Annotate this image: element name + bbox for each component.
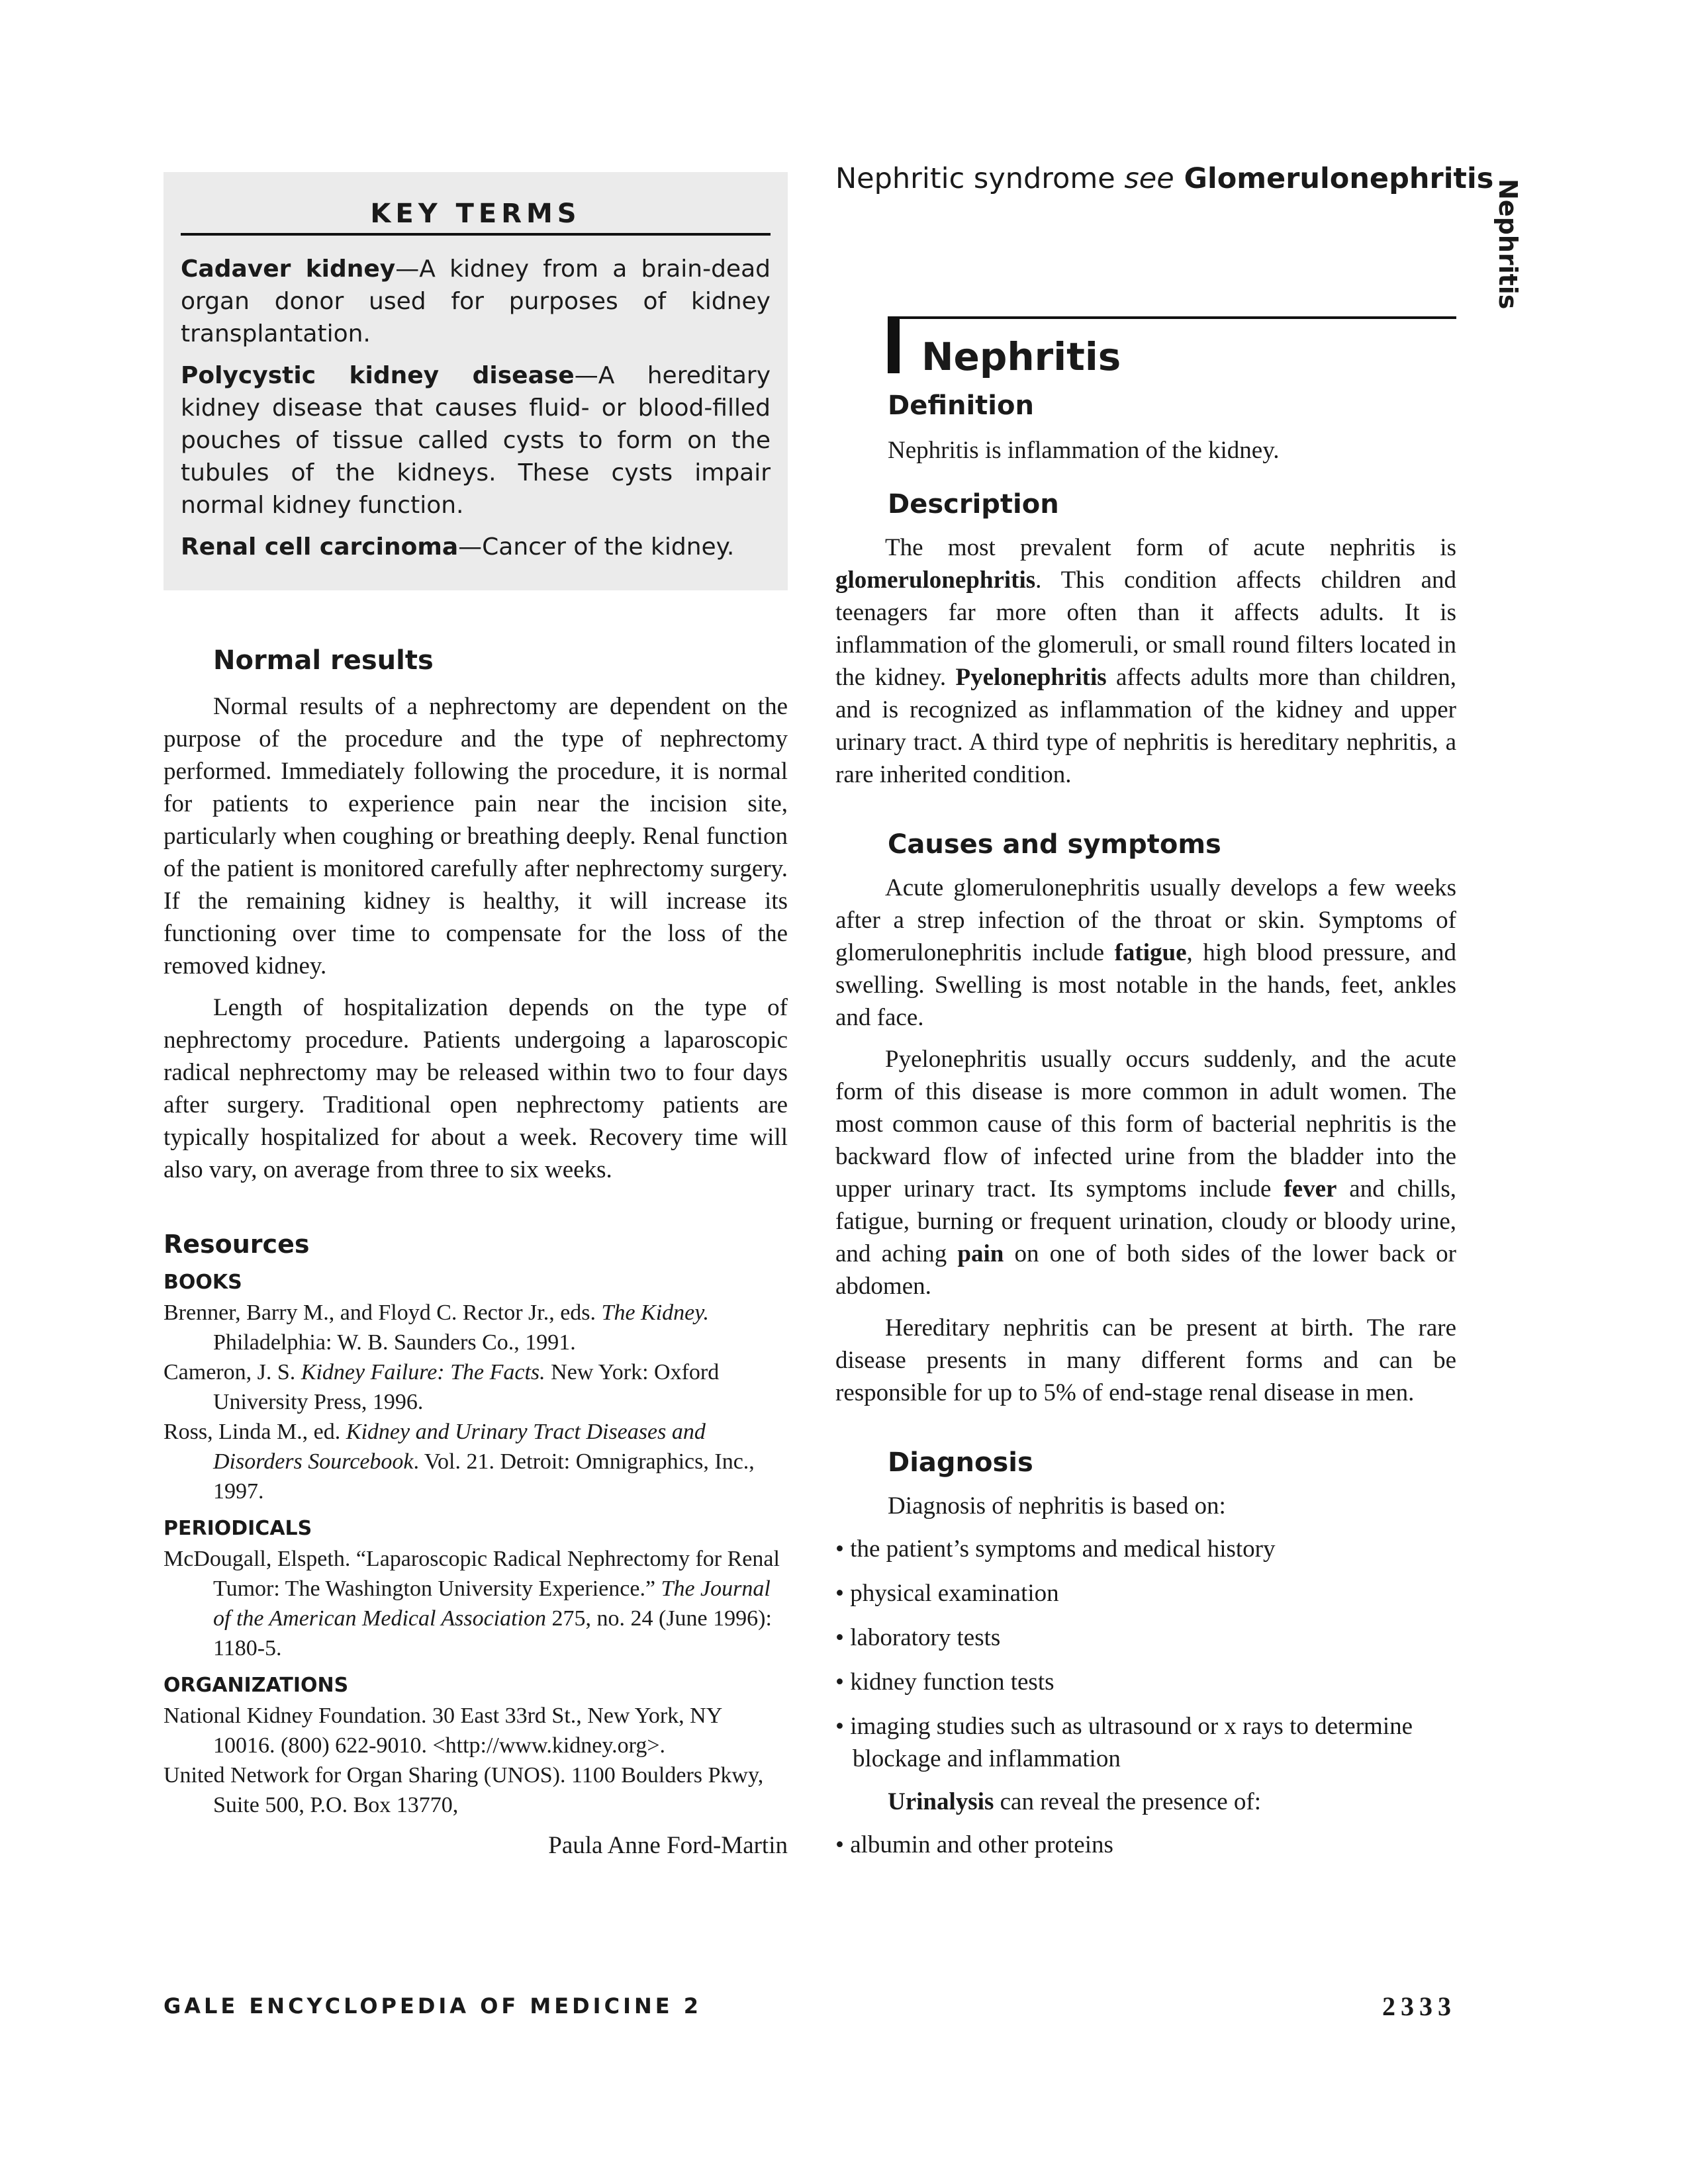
- diagnosis-item: • physical examination: [835, 1580, 1059, 1607]
- periodicals-label: PERIODICALS: [164, 1517, 312, 1540]
- key-term: [181, 359, 771, 522]
- key-terms-box: [164, 172, 788, 590]
- causes-paragraph: Hereditary nephritis can be present at birth. The rare disease presents in many different forms and can be responsible for up to 5% of end-stage renal disease in men.: [835, 1314, 1456, 1406]
- article-title: Nephritis: [921, 334, 1121, 379]
- running-head: Nephritis: [1493, 179, 1523, 310]
- definition-text: Nephritis is inflammation of the kidney.: [888, 437, 1280, 464]
- resources-heading: Resources: [164, 1230, 310, 1259]
- definition-heading: Definition: [888, 390, 1034, 421]
- diagnosis-item: • imaging studies such as ultrasound or x rays to determine blockage and inflammation: [835, 1713, 1413, 1772]
- diagnosis-item: • the patient’s symptoms and medical history: [835, 1535, 1276, 1563]
- causes-paragraph: Pyelonephritis usually occurs suddenly, and the acute form of this disease is more common in adult women. The most common cause of this form of bacterial nephritis is the backward flow of infected urine from the bladder into the upper urinary tract. Its symptoms include fever and chills, fatigue, burning or frequent urination, cloudy or bloody urine, and aching pain on one of both sides of the lower back or abdomen.: [835, 1046, 1456, 1300]
- title-rule: [888, 316, 1456, 319]
- key-term-definition: —A hereditary kidney disease that causes fluid- or blood-filled pouches of tissue called cysts to form on the tubules of the kidneys. These cysts impair normal kidney function.: [181, 362, 771, 519]
- diagnosis-item: • laboratory tests: [835, 1624, 1001, 1651]
- key-term-definition: —A kidney from a brain-dead organ donor used for purposes of kidney transplantation.: [181, 255, 771, 347]
- urinalysis-intro: Urinalysis can reveal the presence of:: [888, 1788, 1262, 1815]
- normal-results-paragraph: Length of hospitalization depends on the type of nephrectomy procedure. Patients undergoing a laparoscopic radical nephrectomy may be released within two to four days after surgery. Traditional open nephrectomy patients are typically hospitalized for about a week. Recovery time will also vary, on average from three to six weeks.: [164, 994, 788, 1183]
- book-reference: Cameron, J. S. Kidney Failure: The Facts. New York: Oxford University Press, 1996.: [164, 1360, 720, 1414]
- key-term: [181, 253, 771, 350]
- organizations-label: ORGANIZATIONS: [164, 1674, 349, 1697]
- description-paragraph: The most prevalent form of acute nephritis is glomerulonephritis. This condition affects children and teenagers far more often than it affects adults. It is inflammation of the glomeruli, or small round filters located in the kidney. Pyelonephritis affects adults more than children, and is recognized as inflammation of the kidney and upper urinary tract. A third type of nephritis is hereditary nephritis, a rare inherited condition.: [835, 534, 1456, 788]
- title-marker: [888, 316, 900, 373]
- key-term-definition: —Cancer of the kidney.: [458, 533, 735, 561]
- diagnosis-item: • kidney function tests: [835, 1668, 1055, 1696]
- key-term: [181, 531, 771, 563]
- author-credit: Paula Anne Ford-Martin: [548, 1832, 788, 1859]
- page-number: 2333: [1382, 1991, 1456, 2021]
- diagnosis-intro: Diagnosis of nephritis is based on:: [888, 1492, 1226, 1520]
- key-term-name: Polycystic kidney disease: [181, 362, 575, 389]
- cross-reference: Nephritic syndrome see Glomerulonephritis: [835, 162, 1494, 195]
- key-terms-title: KEY TERMS: [181, 199, 771, 236]
- normal-results-paragraph: Normal results of a nephrectomy are dependent on the purpose of the procedure and the type of nephrectomy performed. Immediately following the procedure, it is normal for patients to experience pain near the incision site, particularly when coughing or breathing deeply. Renal function of the patient is monitored carefully after nephrectomy surgery. If the remaining kidney is healthy, it will increase its functioning over time to compensate for the loss of the removed kidney.: [164, 693, 788, 979]
- left-column: [164, 645, 788, 1862]
- causes-heading: Causes and symptoms: [888, 829, 1221, 860]
- book-reference: Ross, Linda M., ed. Kidney and Urinary Tract Diseases and Disorders Sourcebook. Vol. 21. Detroit: Omnigraphics, Inc., 1997.: [164, 1420, 755, 1504]
- right-column: [835, 390, 1456, 1861]
- diagnosis-heading: Diagnosis: [888, 1447, 1033, 1478]
- organization-reference: National Kidney Foundation. 30 East 33rd St., New York, NY 10016. (800) 622-9010. <http://www.kidney.org>.: [164, 1704, 722, 1758]
- normal-results-heading: Normal results: [213, 645, 434, 676]
- books-label: BOOKS: [164, 1271, 242, 1294]
- periodical-reference: McDougall, Elspeth. “Laparoscopic Radical Nephrectomy for Renal Tumor: The Washington University Experience.” The Journal of the American Medical Association 275, no. 24 (June 1996): 1180-5.: [164, 1547, 780, 1661]
- description-heading: Description: [888, 489, 1059, 520]
- publication-title: GALE ENCYCLOPEDIA OF MEDICINE 2: [164, 1993, 702, 2019]
- causes-paragraph: Acute glomerulonephritis usually develops a few weeks after a strep infection of the throat or skin. Symptoms of glomerulonephritis include fatigue, high blood pressure, and swelling. Swelling is most notable in the hands, feet, ankles and face.: [835, 874, 1456, 1031]
- urinalysis-item: • albumin and other proteins: [835, 1831, 1113, 1858]
- organization-reference: United Network for Organ Sharing (UNOS). 1100 Boulders Pkwy, Suite 500, P.O. Box 13770,: [164, 1763, 764, 1817]
- book-reference: Brenner, Barry M., and Floyd C. Rector Jr., eds. The Kidney. Philadelphia: W. B. Saunders Co., 1991.: [164, 1300, 709, 1355]
- key-term-name: Cadaver kidney: [181, 255, 396, 283]
- key-term-name: Renal cell carcinoma: [181, 533, 459, 561]
